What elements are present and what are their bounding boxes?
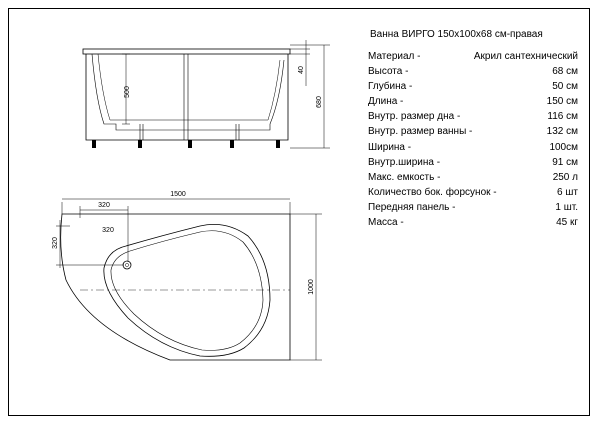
spec-row xyxy=(368,217,578,232)
spec-row xyxy=(368,111,578,126)
dimension-inner-offset-label: 320 xyxy=(102,227,114,234)
spec-label: Количество бок. форсунок - xyxy=(368,186,497,198)
spec-value: 68 см xyxy=(552,66,578,78)
spec-value: 132 см xyxy=(546,126,578,138)
spec-value: 6 шт xyxy=(557,186,578,198)
spec-row xyxy=(368,202,578,217)
dimension-height-label: 680 xyxy=(316,96,323,108)
spec-value: 100см xyxy=(549,141,578,153)
spec-row xyxy=(368,142,578,157)
spec-label: Внутр.ширина - xyxy=(368,156,441,168)
spec-row xyxy=(368,81,578,96)
side-view-feet xyxy=(92,140,280,148)
spec-value: 1 шт. xyxy=(555,201,578,213)
spec-value: 45 кг xyxy=(556,217,578,229)
spec-value: 250 л xyxy=(552,171,578,183)
dimension-length xyxy=(62,199,290,214)
spec-label: Передняя панель - xyxy=(368,201,456,213)
spec-row xyxy=(368,157,578,172)
spec-value: 91 см xyxy=(552,156,578,168)
spec-value: 116 см xyxy=(547,111,578,123)
spec-row xyxy=(368,172,578,187)
top-view-bowl-inner xyxy=(111,231,263,351)
spec-row xyxy=(368,66,578,81)
dimension-height xyxy=(290,45,330,148)
spec-row xyxy=(368,187,578,202)
dimension-depth-label: 500 xyxy=(124,86,131,98)
spec-label: Внутр. размер дна - xyxy=(368,111,461,123)
dimension-length-label: 1500 xyxy=(170,191,186,198)
side-view xyxy=(83,40,330,148)
dimension-rim xyxy=(290,40,310,86)
dimension-drain-y-label: 320 xyxy=(52,237,59,249)
dimension-drain-x-label: 320 xyxy=(98,202,110,209)
top-view xyxy=(56,199,322,360)
spec-value: 50 см xyxy=(552,81,578,93)
dimension-rim-label: 40 xyxy=(298,66,305,74)
dimension-width xyxy=(290,214,322,360)
drain-center-icon xyxy=(125,263,128,266)
spec-value: Акрил сантехнический xyxy=(473,51,578,62)
spec-label: Материал - xyxy=(368,51,421,62)
spec-row xyxy=(368,126,578,141)
spec-label: Ширина - xyxy=(368,141,412,153)
side-view-rim xyxy=(83,49,290,54)
spec-label: Длина - xyxy=(368,96,404,108)
spec-row xyxy=(368,51,578,66)
spec-label: Макс. емкость - xyxy=(368,171,441,183)
drain-icon xyxy=(123,261,131,269)
spec-row xyxy=(368,96,578,111)
dimension-width-label: 1000 xyxy=(308,279,315,295)
top-view-outline xyxy=(61,214,290,360)
spec-label: Высота - xyxy=(368,66,409,78)
spec-value: 150 см xyxy=(546,96,578,108)
spec-label: Глубина - xyxy=(368,81,413,93)
product-title: Ванна ВИРГО 150x100x68 см-правая xyxy=(370,29,543,40)
spec-label: Внутр. размер ванны - xyxy=(368,126,473,138)
spec-label: Масса - xyxy=(368,217,404,229)
spec-table xyxy=(368,51,578,232)
